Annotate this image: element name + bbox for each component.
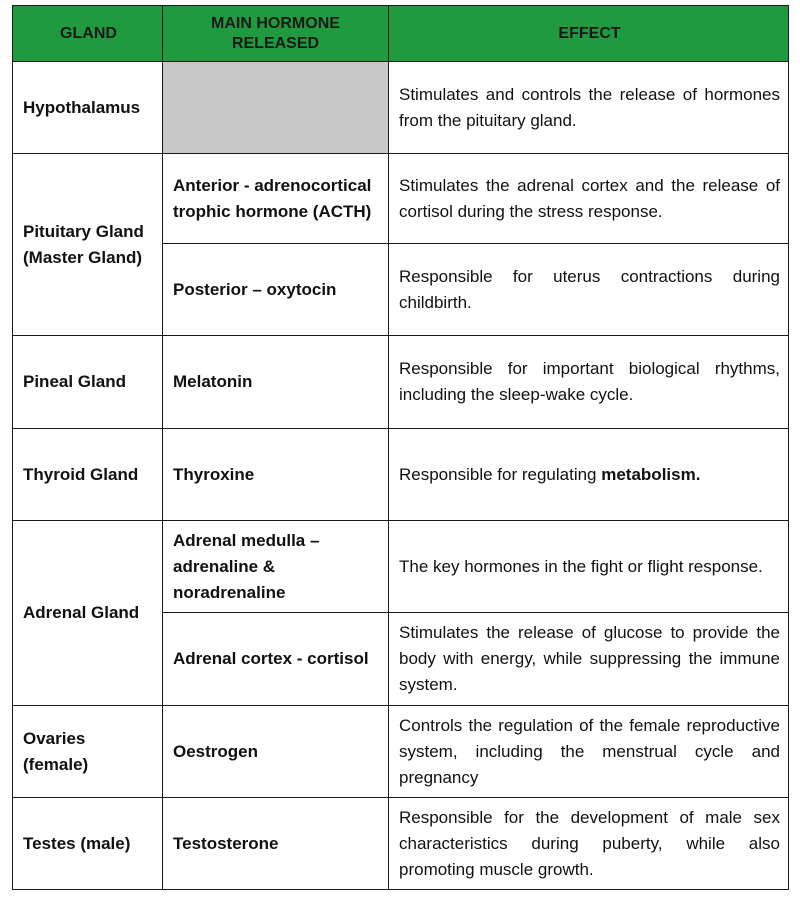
effect-cell: Responsible for uterus contractions during childbirth. (389, 244, 789, 336)
effect-cell: Stimulates and controls the release of hormones from the pituitary gland. (389, 62, 789, 154)
header-gland: GLAND (13, 6, 163, 62)
gland-cell: Testes (male) (13, 798, 163, 890)
hormone-cell-empty (163, 62, 389, 154)
table-row (13, 798, 789, 890)
hormone-cell: Melatonin (163, 336, 389, 429)
effect-cell: Responsible for the development of male sex characteristics during puberty, while also promoting muscle growth. (389, 798, 789, 890)
gland-cell: Ovaries (female) (13, 706, 163, 798)
effect-cell (389, 429, 789, 521)
table-row (13, 154, 789, 244)
effect-text: Responsible for regulating (399, 464, 602, 484)
effect-cell: The key hormones in the fight or flight response. (389, 521, 789, 613)
table-row (13, 706, 789, 798)
hormone-cell: Posterior – oxytocin (163, 244, 389, 336)
table-row (13, 62, 789, 154)
gland-cell: Pituitary Gland (Master Gland) (13, 154, 163, 336)
table-row (13, 521, 789, 613)
gland-cell: Thyroid Gland (13, 429, 163, 521)
effect-cell: Stimulates the release of glucose to provide the body with energy, while suppressing the immune system. (389, 613, 789, 706)
gland-cell: Pineal Gland (13, 336, 163, 429)
gland-cell: Adrenal Gland (13, 521, 163, 706)
endocrine-glands-table (12, 5, 789, 890)
table-row (13, 429, 789, 521)
effect-emphasis: metabolism. (601, 464, 701, 484)
header-row (13, 6, 789, 62)
hormone-cell: Anterior - adrenocortical trophic hormone (ACTH) (163, 154, 389, 244)
hormone-cell: Oestrogen (163, 706, 389, 798)
table-row (13, 336, 789, 429)
header-effect: EFFECT (389, 6, 789, 62)
header-main-hormone: MAIN HORMONE RELEASED (163, 6, 389, 62)
effect-cell: Controls the regulation of the female reproductive system, including the menstrual cycle and pregnancy (389, 706, 789, 798)
gland-cell: Hypothalamus (13, 62, 163, 154)
effect-cell: Responsible for important biological rhythms, including the sleep-wake cycle. (389, 336, 789, 429)
effect-cell: Stimulates the adrenal cortex and the release of cortisol during the stress response. (389, 154, 789, 244)
hormone-cell: Adrenal medulla – adrenaline & noradrenaline (163, 521, 389, 613)
hormone-cell: Testosterone (163, 798, 389, 890)
hormone-cell: Thyroxine (163, 429, 389, 521)
hormone-cell: Adrenal cortex - cortisol (163, 613, 389, 706)
